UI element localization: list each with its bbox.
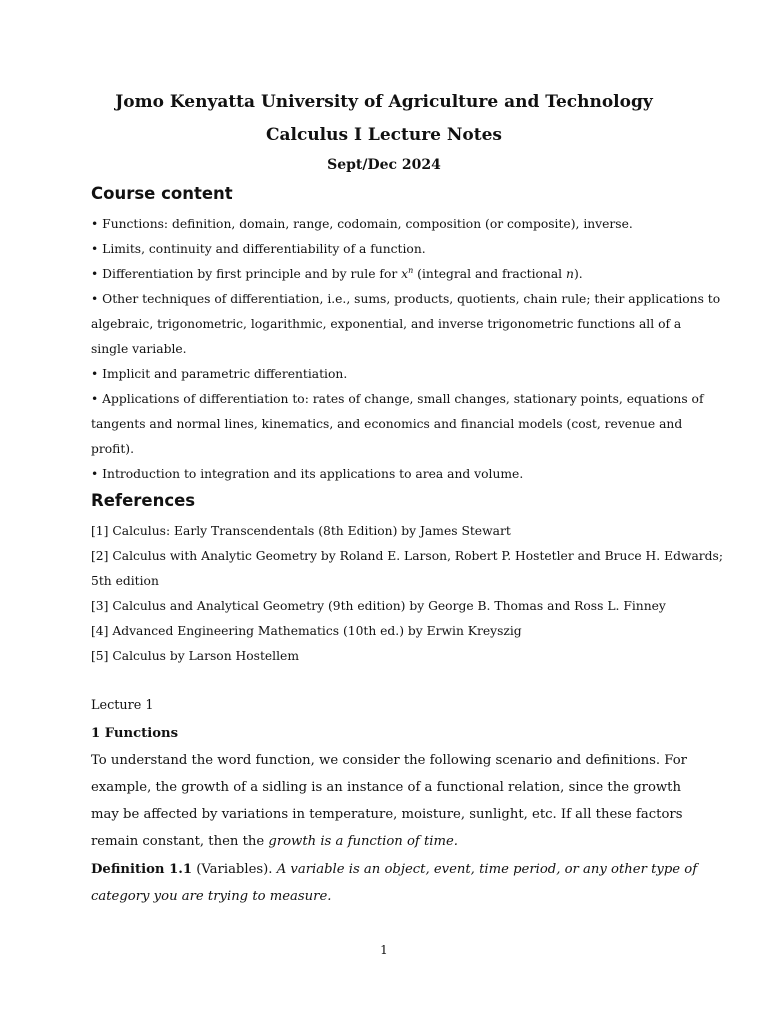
course-title: Calculus I Lecture Notes bbox=[265, 125, 503, 145]
reference-5: [5] Calculus by Larson Hostellem bbox=[91, 649, 299, 663]
paragraph-line: example, the growth of a sidling is an instance of a functional relation, since the growth bbox=[91, 780, 681, 795]
course-item-differentiation bbox=[91, 266, 583, 282]
course-item-text: ). bbox=[573, 267, 583, 281]
math-variable-x: x bbox=[401, 267, 409, 281]
course-item-applications: • Applications of differentiation to: rates of change, small changes, stationary points, equations of bbox=[91, 392, 704, 406]
course-item-text: • Differentiation by first principle and by rule for bbox=[91, 267, 402, 281]
reference-4: [4] Advanced Engineering Mathematics (10th ed.) by Erwin Kreyszig bbox=[91, 624, 522, 638]
definition-text-cont: category you are trying to measure. bbox=[91, 889, 332, 904]
course-item-limits: • Limits, continuity and differentiability of a function. bbox=[91, 242, 426, 256]
paragraph-line bbox=[91, 833, 458, 851]
section-heading: 1 Functions bbox=[91, 726, 179, 741]
definition-text: A variable is an object, event, time period, or any other type of bbox=[272, 862, 698, 877]
course-item-techniques: • Other techniques of differentiation, i.e., sums, products, quotients, chain rule; their applications to bbox=[91, 292, 721, 306]
course-item-functions: • Functions: definition, domain, range, codomain, composition (or composite), inverse. bbox=[91, 217, 633, 231]
emphasis-text: growth is a function of time. bbox=[268, 834, 458, 849]
definition-label: Definition 1.1 bbox=[91, 862, 193, 877]
definition-1-1 bbox=[91, 861, 697, 879]
references-heading: References bbox=[91, 491, 196, 510]
course-item-integration: • Introduction to integration and its applications to area and volume. bbox=[91, 467, 524, 481]
paragraph-line: To understand the word function, we consider the following scenario and definitions. For bbox=[91, 753, 687, 768]
course-item-techniques-cont: algebraic, trigonometric, logarithmic, exponential, and inverse trigonometric functions all of a bbox=[91, 317, 682, 331]
page-number: 1 bbox=[380, 943, 388, 957]
math-exponent-n: n bbox=[408, 265, 414, 275]
reference-3: [3] Calculus and Analytical Geometry (9th edition) by George B. Thomas and Ross L. Finney bbox=[91, 599, 666, 613]
lecture-label: Lecture 1 bbox=[91, 698, 154, 713]
paragraph-text: remain constant, then the bbox=[91, 834, 269, 849]
reference-1: [1] Calculus: Early Transcendentals (8th Edition) by James Stewart bbox=[91, 524, 511, 538]
course-item-applications-cont: profit). bbox=[91, 442, 135, 456]
course-item-text: (integral and fractional bbox=[413, 267, 567, 281]
course-content-heading: Course content bbox=[91, 184, 233, 203]
reference-2-cont: 5th edition bbox=[91, 574, 159, 588]
semester-label: Sept/Dec 2024 bbox=[327, 157, 441, 173]
definition-term: (Variables). bbox=[192, 862, 273, 877]
reference-2: [2] Calculus with Analytic Geometry by Roland E. Larson, Robert P. Hostetler and Bruce H. Edwards; bbox=[91, 549, 724, 563]
course-item-implicit: • Implicit and parametric differentiation. bbox=[91, 367, 348, 381]
course-item-applications-cont: tangents and normal lines, kinematics, and economics and financial models (cost, revenue and bbox=[91, 417, 683, 431]
math-variable-n: n bbox=[566, 267, 574, 281]
university-title: Jomo Kenyatta University of Agriculture and Technology bbox=[115, 92, 653, 112]
paragraph-line: may be affected by variations in temperature, moisture, sunlight, etc. If all these factors bbox=[91, 807, 683, 822]
course-item-techniques-cont: single variable. bbox=[91, 342, 187, 356]
